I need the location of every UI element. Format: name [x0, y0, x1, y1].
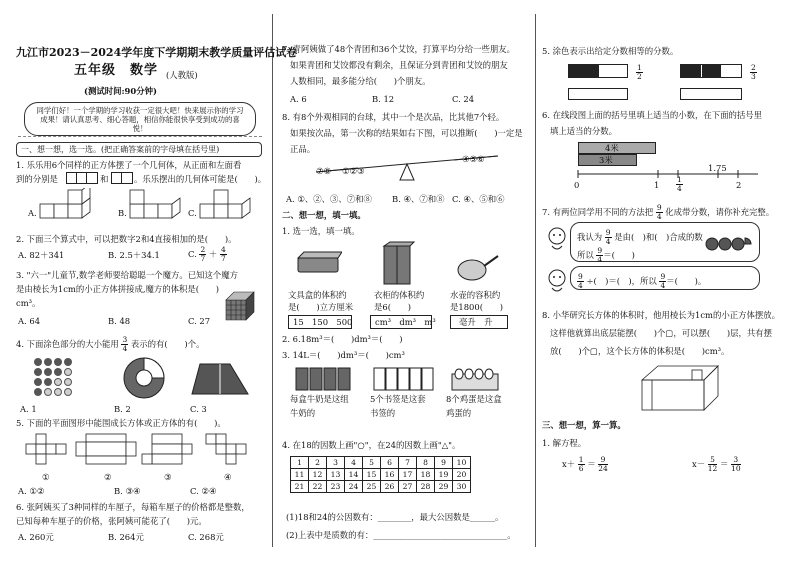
choice-box	[450, 315, 508, 329]
q8-line1: 8. 有8个外观相同的台球，其中一个是次品，比其他7个轻。	[282, 112, 505, 122]
choices: 毫升 升	[459, 317, 493, 327]
q1-option-b[interactable]: B.	[118, 208, 127, 218]
q4-frac-num: 3	[122, 335, 128, 344]
q7-option-a[interactable]: A. 6	[290, 94, 307, 104]
caption: 文具盒的体积约	[288, 290, 347, 300]
group-caption: 每盒牛奶是这组	[290, 394, 349, 404]
s2-q1: 1. 选一选，填一填。	[282, 226, 360, 236]
caption: 是( )立方厘米	[288, 302, 354, 312]
fraction: $\frac{1}{2}$	[637, 63, 642, 81]
exam-time: (测试时间:90分钟)	[84, 86, 157, 96]
axis-tick: 0	[574, 180, 580, 190]
q7-line2: 如果青团和艾饺都没有剩余，且保证分到青团和艾饺的朋友	[290, 60, 508, 70]
q4-option-a[interactable]: A. 1	[20, 404, 37, 414]
q8-line3: 正品。	[290, 144, 316, 154]
q2-option-a[interactable]: A. 82＋341	[18, 250, 65, 260]
q7-text-post: 化成带分数，请你补充完整。	[665, 207, 775, 217]
axis-frac: $\frac{1}{4}$	[677, 175, 682, 193]
bar-label: 3米	[599, 155, 613, 165]
net-label: ③	[164, 472, 172, 482]
axis-tick: 1	[654, 180, 660, 190]
choice-box	[288, 315, 352, 329]
q5-text: 5. 涂色表示出给定分数相等的分数。	[542, 46, 679, 56]
speech-bubble-2	[570, 266, 760, 290]
answer-bar[interactable]	[568, 88, 628, 100]
section-1-heading: 一、想一想，选一选。(把正确答案前的字母填在括号里)	[16, 142, 262, 157]
q2-option-b[interactable]: B. 2.5＋34.1	[108, 250, 160, 260]
choices: 15 150 500	[293, 317, 353, 327]
q3-option-a[interactable]: A. 64	[18, 316, 41, 326]
student-avatar-icon	[546, 226, 568, 252]
s2-q2: 2. 6.18m³＝( )dm³＝( )	[282, 334, 403, 344]
q8-option-a[interactable]: A. ①、②、③、⑦和⑧	[286, 194, 372, 204]
cube-figure-c	[198, 188, 258, 228]
bar-label: 4米	[605, 143, 619, 153]
number-grid: 1 2 3 4 5 6 7 8 9 10 11 12 13 14 15 16 17 18 19 20 21 22 23 24 25 26 27 28 29 30	[290, 456, 471, 493]
q1-line2c: 。乐乐摆出的几何体可能是( )。	[134, 174, 267, 184]
q6-line1: 6. 张阿姨买了3种同样的车厘子，每箱车厘子的价格都是整数，	[16, 502, 250, 512]
scale-right-pan: ④⑤⑥	[462, 154, 485, 164]
caption: 是1800( )	[450, 302, 503, 312]
section-3-heading: 三、想一想，算一算。	[542, 420, 626, 430]
bubble-line: 所以 $\frac{9}{4}$ ＝( )	[577, 246, 635, 264]
axis-tick: 2	[736, 180, 742, 190]
q8-line2: 这样他就算出底层能摆( )个▢，可以摆( )层，共有摆	[550, 328, 773, 338]
group-caption: 书签的	[370, 408, 396, 418]
q4-text	[16, 336, 204, 353]
edition: (人教版)	[166, 70, 198, 80]
net-label: ②	[104, 472, 112, 482]
ring-figure	[122, 356, 166, 400]
q7-text	[542, 204, 774, 221]
q4-text-pre: 4. 下面涂色部分的大小能用	[16, 339, 119, 349]
q4-frac-den: 4	[122, 344, 128, 353]
scale-left-balls: ⑦⑧	[316, 166, 332, 176]
group-caption: 牛奶的	[290, 408, 316, 418]
column-1	[14, 0, 298, 561]
choices: cm³ dm³ m³	[375, 317, 436, 327]
fraction: $\frac{2}{7}$	[200, 245, 206, 263]
q3-option-c[interactable]: C. 27	[188, 316, 211, 326]
greeting-box	[24, 102, 256, 136]
q8-line1: 8. 小华研究长方体的体积时，他用棱长为1cm的小正方体摆放。	[542, 310, 780, 320]
caption: 水壶的容积约	[450, 290, 501, 300]
s2-q3: 3. 14L＝( )dm³＝( )cm³	[282, 350, 405, 360]
q8-line2: 如果按次品，第一次称的结果如右下图，可以推断( )一定是	[290, 128, 523, 138]
fraction	[121, 336, 128, 353]
q2-option-c[interactable]: C. $\frac{2}{7}$ ＋ $\frac{4}{7}$	[188, 245, 226, 263]
answer-bar[interactable]	[680, 88, 742, 100]
section-2-heading: 二、想一想，填一填。	[282, 210, 366, 220]
cuboid-figure	[638, 360, 724, 414]
q3-line3: cm³。	[16, 298, 41, 308]
view-square	[86, 172, 98, 184]
q1-line2: 到的分别是	[16, 174, 58, 184]
wardrobe-image	[380, 240, 416, 286]
net-label: ①	[42, 472, 50, 482]
axis-tick: 1.75	[708, 163, 727, 173]
q3-line1: 3. "六一"儿童节,数学老师要给聪聪一个魔方。已知这个魔方	[16, 270, 239, 280]
q2-option-c-label: C.	[188, 249, 197, 259]
trapezoid-figure	[190, 362, 250, 396]
group-caption: 8个鸡蛋是这盒	[446, 394, 502, 404]
column-3	[542, 0, 790, 561]
pencil-case-image	[296, 250, 342, 278]
q6-line2: 填上适当的分数。	[550, 126, 617, 136]
speech-bubble-1	[570, 222, 760, 262]
scale-left-pan: ①②③	[342, 166, 365, 176]
q6-line2: 已知每种车厘子的价格，张阿姨可能花了( )元。	[16, 516, 207, 526]
q6-option-a[interactable]: A. 260元	[18, 532, 54, 542]
q7-line1: 7. 青阿姨做了48个青团和36个艾饺，打算平均分给一些朋友。	[282, 44, 515, 54]
exam-title: 九江市2023－2024学年度下学期期末教学质量评估试卷	[16, 46, 298, 59]
bar-3m	[578, 154, 637, 166]
group-caption: 5个书签是这套	[370, 394, 426, 404]
watering-can-image	[450, 252, 500, 282]
q6-option-b[interactable]: B. 264元	[108, 532, 144, 542]
fraction: $\frac{2}{3}$	[751, 63, 756, 81]
fraction: $\frac{4}{7}$	[220, 245, 226, 263]
equation-1: x＋ $\frac{1}{6}$ ＝ $\frac{9}{24}$	[562, 455, 608, 473]
divider	[18, 136, 262, 137]
number-line	[572, 168, 762, 182]
group-caption: 鸡蛋的	[446, 408, 472, 418]
s2-q4a: (1)18和24的公因数有：________，最大公因数是______。	[286, 512, 504, 522]
student-avatar-icon	[546, 268, 568, 294]
bubble-line: 我认为 $\frac{9}{4}$ 是由( )和( )合成的数	[577, 228, 703, 246]
q5-option-b[interactable]: B. ③④	[114, 486, 141, 496]
rubiks-cube-icon	[224, 290, 258, 324]
view-square	[121, 172, 133, 184]
equation-2: x－ $\frac{5}{12}$ ＝ $\frac{3}{10}$	[692, 455, 741, 473]
milk-boxes-image	[294, 364, 354, 392]
cube-figure-a	[38, 188, 108, 228]
q3-line2: 是由棱长为1cm的小正方体拼接成,魔方的体积是( )	[16, 284, 220, 294]
q1-option-a[interactable]: A.	[28, 208, 37, 218]
caption: 衣柜的体积约	[374, 290, 425, 300]
bar-4m	[578, 142, 656, 154]
q1-option-c[interactable]: C.	[188, 208, 197, 218]
q5-text: 5. 下面的平面图形中能围成长方体或正方体的有( )。	[16, 418, 226, 428]
choice-box	[370, 315, 436, 329]
caption: 是6( )	[374, 302, 411, 312]
q6-option-c[interactable]: C. 268元	[188, 532, 224, 542]
q8-option-c[interactable]: C. ④、⑤和⑥	[452, 194, 505, 204]
q7-option-c[interactable]: C. 24	[452, 94, 475, 104]
q7-text-pre: 7. 有两位同学用不同的方法把	[542, 207, 654, 217]
s2-q4: 4. 在18的因数上画"○"，在24的因数上画"△"。	[282, 440, 461, 450]
q3-option-b[interactable]: B. 48	[108, 316, 131, 326]
q6-line1: 6. 在线段图上面的括号里填上适当的小数，在下面的括号里	[542, 110, 763, 120]
q7-line3: 人数相同，最多能分给( )个朋友。	[290, 76, 431, 86]
q8-line3: 放( )个▢，这个长方体的体积是( )cm³。	[550, 346, 730, 356]
s2-q4b: (2)上表中是质数的有：________________________________。	[286, 530, 516, 540]
q5-option-a[interactable]: A. ①②	[18, 486, 45, 496]
q7-option-b[interactable]: B. 12	[372, 94, 395, 104]
q1-line1: 1. 乐乐用6个同样的正方体摆了一个几何体，从正面和左面看	[16, 160, 242, 170]
net-label: ④	[224, 472, 232, 482]
q1-and: 和	[100, 174, 109, 184]
bookmarks-image	[372, 364, 436, 392]
q5-option-c[interactable]: C. ②④	[190, 486, 217, 496]
fraction-bar	[680, 64, 742, 78]
circles-figure	[705, 237, 753, 251]
fraction-bar	[568, 64, 628, 78]
bubble-line: $\frac{9}{4}$ ÷( )＝( )，所以 $\frac{9}{4}$ ＝( )。	[578, 272, 707, 290]
q4-text-post: 表示的有( )个。	[130, 339, 205, 349]
q4-option-b[interactable]: B. 2	[114, 404, 131, 414]
column-2	[282, 0, 528, 561]
q4-option-c[interactable]: C. 3	[190, 404, 207, 414]
column-divider	[535, 14, 536, 547]
fraction: $\frac{9}{4}$	[656, 203, 662, 221]
cube-figure-b	[128, 188, 188, 228]
s3-q1: 1. 解方程。	[542, 438, 587, 448]
greeting-text: 同学们好！一个学期的学习收获一定很大吧！快来展示你的学习成果！请认真思考、细心答题，相信你能很快享受到成功的喜悦！	[36, 106, 244, 133]
egg-carton-image	[450, 366, 500, 392]
column-divider	[272, 14, 273, 547]
grade-subject: 五年级 数学	[74, 63, 159, 78]
q2-text: 2. 下面三个算式中，可以把数字2和4直接相加的是( )。	[16, 234, 237, 244]
q8-option-b[interactable]: B. ④、⑦和⑧	[392, 194, 445, 204]
